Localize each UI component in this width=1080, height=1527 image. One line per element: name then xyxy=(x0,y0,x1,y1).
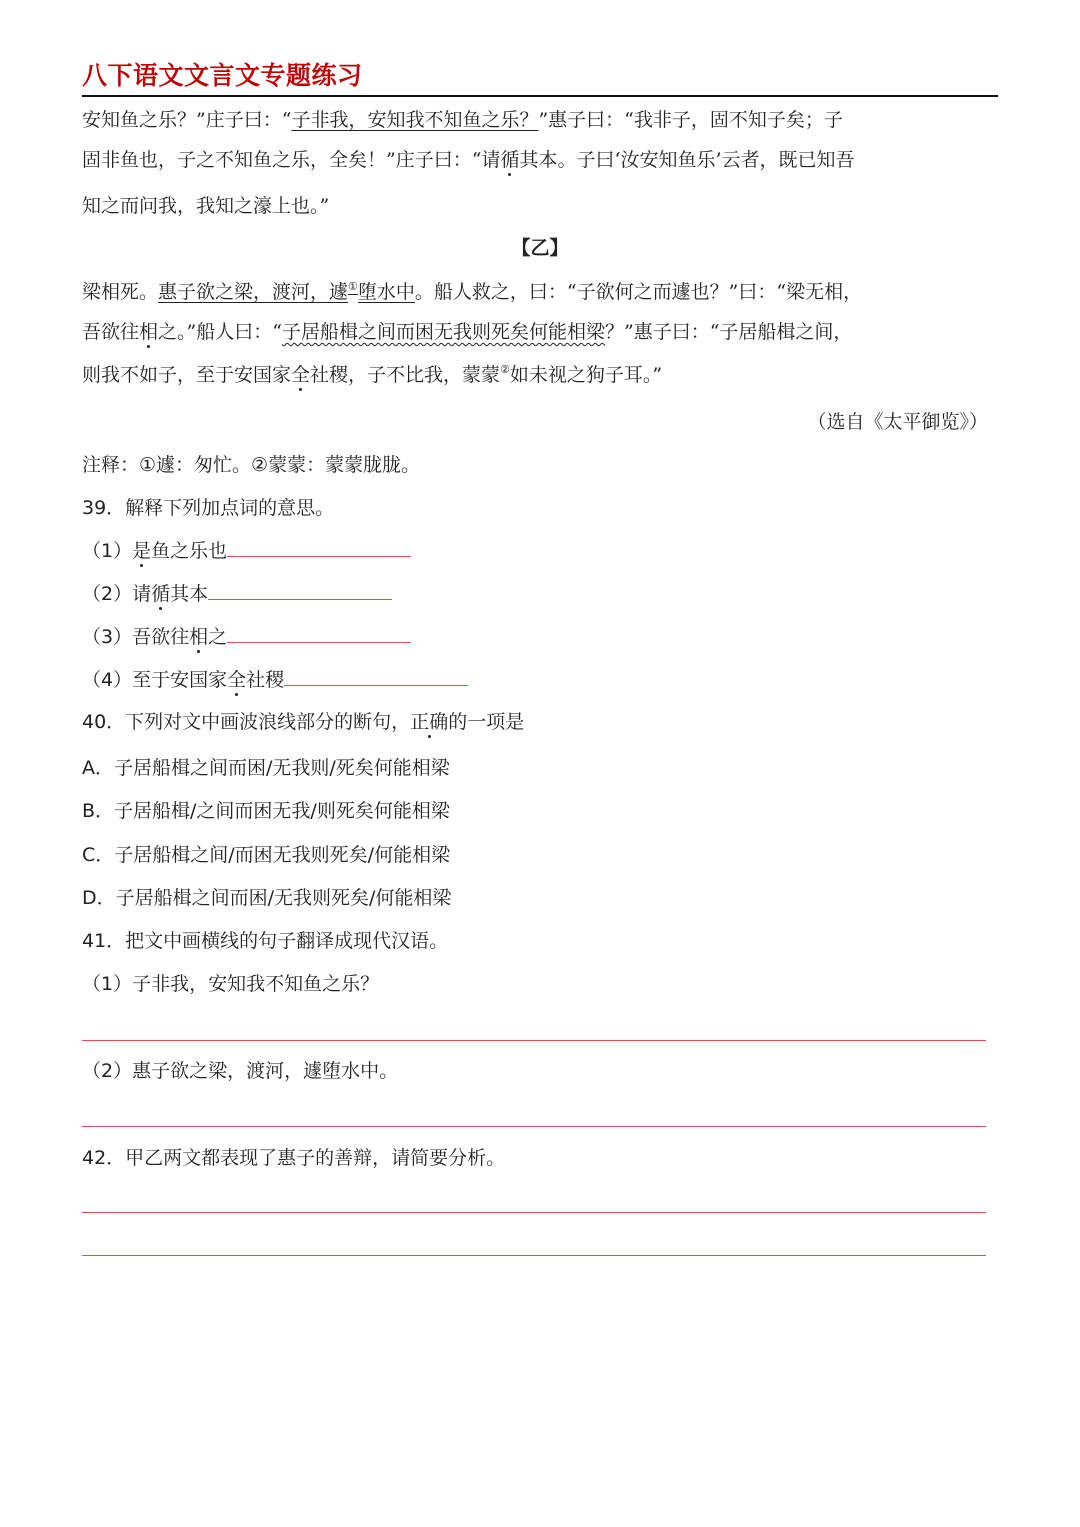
answer-line[interactable] xyxy=(82,1040,986,1041)
question-40-option-b[interactable]: B．子居船楫/之间而困无我/则死矣何能相梁 xyxy=(82,800,450,822)
text-segment: 的一项是 xyxy=(448,711,525,733)
underlined-sentence-1: 子非我，安知我不知鱼之乐？ xyxy=(291,109,539,131)
text-segment: ”惠子曰：“我非子，固不知子矣；子 xyxy=(538,109,843,131)
question-39-item-4 xyxy=(82,667,468,692)
dotted-word: 相 xyxy=(189,626,209,648)
answer-blank[interactable] xyxy=(208,581,392,600)
text-segment: 安知鱼之乐？”庄子曰：“ xyxy=(82,109,292,131)
text-segment: 则我不如子，至于安国家 xyxy=(82,364,292,386)
text-segment: 其本。子曰‘汝安知鱼乐’云者，既已知吾 xyxy=(519,149,855,171)
underlined-sentence-2: 惠子欲之梁，渡河，遽 xyxy=(158,281,349,303)
item-number: （1） xyxy=(82,540,133,562)
footnotes: 注释：①遽：匆忙。②蒙蒙：蒙蒙胧胧。 xyxy=(82,454,421,476)
passage-b-line-3 xyxy=(82,363,998,387)
answer-line[interactable] xyxy=(82,1255,986,1256)
text-segment: 。船人救之，曰：“子欲何之而遽也？”曰：“梁无相， xyxy=(414,281,863,303)
footnote-marker-2: ② xyxy=(500,363,510,376)
answer-line[interactable] xyxy=(82,1212,986,1213)
text-segment: 梁相死。 xyxy=(82,281,159,303)
text-segment: 如未视之狗子耳。” xyxy=(509,364,663,386)
question-40-option-d[interactable]: D．子居船楫之间而困/无我则死矣/何能相梁 xyxy=(82,887,452,909)
passage-a-line-1 xyxy=(82,108,998,132)
text-segment: 吾欲往 xyxy=(82,321,140,343)
dotted-word: 相 xyxy=(139,321,159,343)
text-segment: 请 xyxy=(132,583,152,605)
section-b-heading: 【乙】 xyxy=(511,237,569,259)
question-39-item-2 xyxy=(82,581,392,606)
text-segment: 社稷 xyxy=(246,669,285,691)
text-segment: 社稷，子不比我，蒙蒙 xyxy=(310,364,501,386)
dotted-word: 全 xyxy=(227,669,247,691)
footnote-marker-1: ① xyxy=(348,280,358,293)
dotted-word: 循 xyxy=(151,583,171,605)
underlined-sentence-2-end: 堕水中 xyxy=(357,281,415,303)
item-number: （2） xyxy=(82,583,133,605)
passage-a-line-2 xyxy=(82,148,998,172)
page-title: 八下语文文言文专题练习 xyxy=(82,61,363,90)
text-segment: 其本 xyxy=(170,583,209,605)
question-41-item-1: （1）子非我，安知我不知鱼之乐？ xyxy=(82,973,380,995)
dotted-word: 全 xyxy=(291,364,311,386)
text-segment: 至于安国家 xyxy=(132,669,228,691)
answer-line[interactable] xyxy=(82,1126,986,1127)
answer-blank[interactable] xyxy=(227,538,411,557)
dotted-word: 是 xyxy=(132,540,152,562)
text-segment: ？”惠子曰：“子居船楫之间， xyxy=(604,321,853,343)
text-segment: 吾欲往 xyxy=(132,626,190,648)
question-39-item-3 xyxy=(82,624,411,649)
dotted-word: 循 xyxy=(500,149,520,171)
wavy-underlined-sentence: 子居船楫之间而困无我则死矣何能相梁 xyxy=(281,321,605,343)
text-segment: 40．下列对文中画波浪线部分的断句， xyxy=(82,711,411,733)
question-39-item-1 xyxy=(82,538,411,563)
dotted-word: 正确 xyxy=(410,711,449,733)
question-42-prompt: 42．甲乙两文都表现了惠子的善辩，请简要分析。 xyxy=(82,1147,506,1169)
passage-b-line-2 xyxy=(82,320,998,344)
item-number: （3） xyxy=(82,626,133,648)
answer-blank[interactable] xyxy=(284,667,468,686)
text-segment: 固非鱼也，子之不知鱼之乐，全矣！”庄子曰：“请 xyxy=(82,149,501,171)
text-segment: 之。”船人曰：“ xyxy=(158,321,282,343)
question-41-item-2: （2）惠子欲之梁，渡河，遽堕水中。 xyxy=(82,1060,399,1082)
header-rule xyxy=(82,95,998,97)
source-citation: （选自《太平御览》） xyxy=(807,411,988,433)
question-41-prompt: 41．把文中画横线的句子翻译成现代汉语。 xyxy=(82,930,449,952)
text-segment: 鱼之乐也 xyxy=(151,540,228,562)
question-40-option-a[interactable]: A．子居船楫之间而困/无我则/死矣何能相梁 xyxy=(82,757,450,779)
text-segment: 之 xyxy=(208,626,228,648)
question-39-prompt: 39．解释下列加点词的意思。 xyxy=(82,497,335,519)
answer-blank[interactable] xyxy=(227,624,411,643)
passage-b-line-1 xyxy=(82,280,998,304)
passage-a-line-3: 知之而问我，我知之濠上也。” xyxy=(82,195,330,217)
question-40-option-c[interactable]: C．子居船楫之间/而困无我则死矣/何能相梁 xyxy=(82,844,451,866)
question-40-prompt xyxy=(82,710,524,734)
item-number: （4） xyxy=(82,669,133,691)
